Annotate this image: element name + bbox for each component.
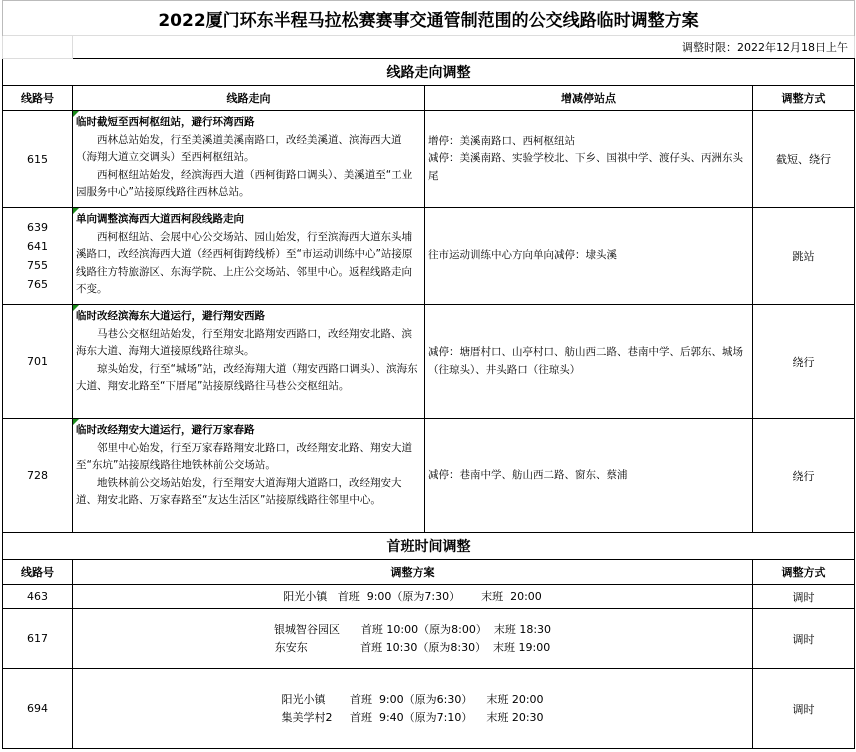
route-header-row	[3, 86, 855, 111]
header-method: 调整方式	[753, 560, 855, 585]
line-number: 641	[27, 240, 48, 253]
adjustment-date: 调整时限：2022年12月18日上午	[73, 36, 855, 59]
route-heading: 单向调整滨海西大道西柯段线路走向	[76, 213, 244, 225]
header-stops: 增减停站点	[425, 86, 753, 111]
line-number: 701	[3, 305, 73, 419]
route-heading: 临时截短至西柯枢纽站，避行环湾西路	[76, 116, 255, 128]
comment-marker-icon	[73, 305, 79, 311]
time-header-row	[3, 560, 855, 585]
route-section-title: 线路走向调整	[3, 59, 855, 86]
table-row	[3, 305, 855, 419]
stop-line: 减停：美溪南路、实验学校北、下乡、国祺中学、渡仔头、丙洲东头尾	[428, 152, 743, 182]
stop-line: 增停：美溪南路口、西柯枢纽站	[428, 134, 575, 147]
adjust-method: 调时	[753, 585, 855, 609]
line-number: 615	[3, 111, 73, 208]
time-section-title: 首班时间调整	[3, 533, 855, 560]
stop-changes	[425, 208, 753, 305]
stop-line: 往市运动训练中心方向单向减停：埭头溪	[428, 249, 617, 262]
table-row	[3, 419, 855, 533]
adjust-method: 跳站	[753, 208, 855, 305]
route-description	[73, 111, 425, 208]
adjust-method: 调时	[753, 609, 855, 669]
adjust-method: 调时	[753, 669, 855, 749]
route-paragraph: 地铁林前公交场站始发，行至翔安大道海翔大道路口，改经翔安大道、翔安北路、万家春路至“友达生活区”站接原线路往邻里中心。	[76, 476, 402, 506]
line-number: 617	[3, 609, 73, 669]
route-paragraph: 马巷公交枢纽站始发，行至翔安北路翔安西路口，改经翔安北路、滨海东大道、海翔大道接原线路往琼头。	[76, 327, 412, 357]
stop-line: 减停：塘厝村口、山亭村口、舫山西二路、巷南中学、后郭东、城场（往琼头）、井头路口（往琼头）	[428, 346, 743, 376]
line-number: 755	[27, 259, 48, 272]
header-plan: 调整方案	[73, 560, 753, 585]
plan-line: 集美学村2 首班 9:40（原为7:10） 末班 20:30	[281, 710, 544, 724]
time-plan	[73, 585, 753, 609]
table-row	[3, 111, 855, 208]
route-paragraph: 西柯枢纽站始发，经滨海西大道（西柯街路口调头）、美溪道至“工业园服务中心”站接原线路往西林总站。	[76, 168, 413, 198]
comment-marker-icon	[73, 208, 79, 214]
route-heading: 临时改经翔安大道运行，避行万家春路	[76, 424, 255, 436]
table-row	[3, 208, 855, 305]
route-paragraph: 邻里中心始发，行至万家春路翔安北路口，改经翔安北路、翔安大道至“东坑”站接原线路往地铁林前公交场站。	[76, 441, 412, 471]
table-row	[3, 669, 855, 749]
route-description	[73, 208, 425, 305]
adjust-method: 截短、绕行	[753, 111, 855, 208]
adjust-method: 绕行	[753, 305, 855, 419]
plan-line: 银城智谷园区 首班 10:00（原为8:00） 末班 18:30	[273, 622, 552, 636]
stop-line: 减停：巷南中学、舫山西二路、窗东、蔡浦	[428, 468, 628, 481]
stop-changes	[425, 111, 753, 208]
table-row	[3, 585, 855, 609]
line-number: 728	[3, 419, 73, 533]
header-line-no: 线路号	[3, 560, 73, 585]
route-description	[73, 305, 425, 419]
line-number: 639	[27, 221, 48, 234]
route-paragraph: 西林总站始发，行至美溪道美溪南路口，改经美溪道、滨海西大道（海翔大道立交调头）至西柯枢纽站。	[76, 133, 402, 163]
line-number: 463	[3, 585, 73, 609]
plan-line: 阳光小镇 首班 9:00（原为6:30） 末班 20:00	[281, 692, 544, 706]
stop-changes	[425, 419, 753, 533]
adjust-method: 绕行	[753, 419, 855, 533]
route-paragraph: 西柯枢纽站、会展中心公交场站、园山始发，行至滨海西大道东头埔溪路口，改经滨海西大道（经西柯街跨线桥）至“市运动训练中心”站接原线路往方特旅游区、东海学院、上庄公交场站、邻里中心。返程线路走向不变。	[76, 230, 413, 295]
document-title: 2022厦门环东半程马拉松赛赛事交通管制范围的公交线路临时调整方案	[3, 1, 855, 36]
route-heading: 临时改经滨海东大道运行，避行翔安西路	[76, 310, 265, 322]
header-route: 线路走向	[73, 86, 425, 111]
header-method: 调整方式	[753, 86, 855, 111]
schedule-table	[2, 0, 855, 749]
route-paragraph: 琼头始发，行至“城场”站，改经海翔大道（翔安西路口调头）、滨海东大道、翔安北路至“下厝尾”站接原线路往马巷公交枢纽站。	[76, 362, 418, 392]
plan-line: 东安东 首班 10:30（原为8:30） 末班 19:00	[274, 640, 551, 654]
line-number: 694	[3, 669, 73, 749]
header-line-no: 线路号	[3, 86, 73, 111]
line-number: 765	[27, 278, 48, 291]
time-plan	[73, 609, 753, 669]
table-row	[3, 609, 855, 669]
blank-cell	[3, 36, 73, 59]
time-plan	[73, 669, 753, 749]
stop-changes	[425, 305, 753, 419]
line-number-group	[3, 208, 73, 305]
comment-marker-icon	[73, 419, 79, 425]
comment-marker-icon	[73, 111, 79, 117]
plan-line: 阳光小镇 首班 9:00（原为7:30） 末班 20:00	[283, 589, 542, 603]
route-description	[73, 419, 425, 533]
